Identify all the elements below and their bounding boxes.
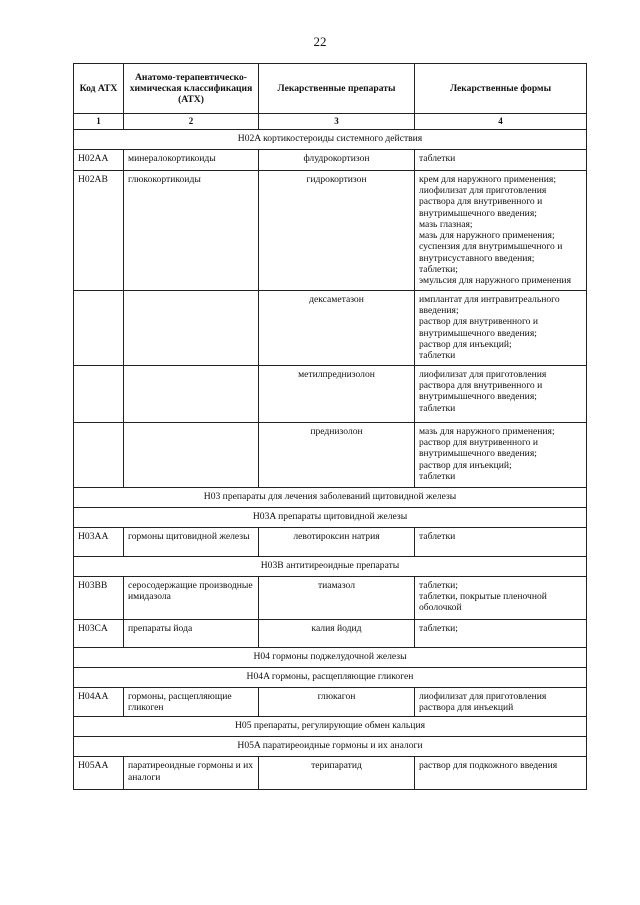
drug-name: гидрокортизон <box>259 170 415 290</box>
table-row <box>74 527 587 556</box>
atx-class: серосодержащие производные имидазола <box>124 576 259 619</box>
group-heading: H04A гормоны, расщепляющие гликоген <box>74 667 587 687</box>
table-row <box>74 170 587 290</box>
group-row <box>74 717 587 737</box>
group-heading: H03 препараты для лечения заболеваний щитовидной железы <box>74 487 587 507</box>
column-number: 1 <box>74 114 124 130</box>
table-row <box>74 290 587 365</box>
atx-code: H03BB <box>74 576 124 619</box>
drug-forms: таблетки; таблетки, покрытые пленочной оболочкой <box>415 576 587 619</box>
drug-name: глюкагон <box>259 687 415 717</box>
group-heading: H05 препараты, регулирующие обмен кальция <box>74 717 587 737</box>
atx-code: H03CA <box>74 619 124 647</box>
atx-code <box>74 365 124 422</box>
header-classification: Анатомо-терапевтическо-химическая классификация (АТХ) <box>124 64 259 114</box>
table-row <box>74 149 587 170</box>
atx-class: гормоны, расщепляющие гликоген <box>124 687 259 717</box>
drug-name: дексаметазон <box>259 290 415 365</box>
table-row <box>74 619 587 647</box>
column-number: 3 <box>259 114 415 130</box>
drug-forms: имплантат для интравитреального введения; раствор для внутривенного и внутримышечного введения; раствор для инъекций; таблетки <box>415 290 587 365</box>
column-number-row <box>74 114 587 130</box>
atx-class: препараты йода <box>124 619 259 647</box>
atx-code: H03AA <box>74 527 124 556</box>
atx-class: гормоны щитовидной железы <box>124 527 259 556</box>
group-heading: H04 гормоны поджелудочной железы <box>74 647 587 667</box>
drug-name: преднизолон <box>259 422 415 487</box>
atx-class <box>124 422 259 487</box>
group-heading: H03A препараты щитовидной железы <box>74 507 587 527</box>
group-row <box>74 667 587 687</box>
group-row <box>74 487 587 507</box>
atx-code: H02AA <box>74 149 124 170</box>
group-heading: H02A кортикостероиды системного действия <box>74 129 587 149</box>
column-number: 2 <box>124 114 259 130</box>
atx-code: H02AB <box>74 170 124 290</box>
drug-forms: таблетки <box>415 149 587 170</box>
atx-class: минералокортикоиды <box>124 149 259 170</box>
drug-forms: лиофилизат для приготовления раствора для внутривенного и внутримышечного введения; таблетки <box>415 365 587 422</box>
atx-table <box>73 63 587 790</box>
table-row <box>74 365 587 422</box>
drug-name: терипаратид <box>259 757 415 790</box>
drug-forms: таблетки; <box>415 619 587 647</box>
atx-code: H04AA <box>74 687 124 717</box>
atx-class <box>124 365 259 422</box>
table-row <box>74 422 587 487</box>
header-drugs: Лекарственные препараты <box>259 64 415 114</box>
atx-class: паратиреоидные гормоны и их аналоги <box>124 757 259 790</box>
drug-name: тиамазол <box>259 576 415 619</box>
atx-code <box>74 290 124 365</box>
group-row <box>74 737 587 757</box>
group-heading: H05A паратиреоидные гормоны и их аналоги <box>74 737 587 757</box>
drug-forms: крем для наружного применения; лиофилизат для приготовления раствора для внутривенного и внутримышечного введения; мазь глазная; мазь для наружного применения; суспензия для внутримышечного и внутрисуставного введения; таблетки; эмульсия для наружного применения <box>415 170 587 290</box>
header-code: Код АТХ <box>74 64 124 114</box>
drug-forms: лиофилизат для приготовления раствора для инъекций <box>415 687 587 717</box>
drug-name: флудрокортизон <box>259 149 415 170</box>
page-number: 22 <box>313 34 327 49</box>
header-forms: Лекарственные формы <box>415 64 587 114</box>
group-row <box>74 556 587 576</box>
drug-forms: мазь для наружного применения; раствор для внутривенного и внутримышечного введения; раствор для инъекций; таблетки <box>415 422 587 487</box>
drug-forms: раствор для подкожного введения <box>415 757 587 790</box>
atx-class <box>124 290 259 365</box>
atx-code <box>74 422 124 487</box>
table-row <box>74 687 587 717</box>
group-heading: H03B антитиреоидные препараты <box>74 556 587 576</box>
header-row <box>74 64 587 114</box>
table-row <box>74 576 587 619</box>
group-row <box>74 129 587 149</box>
drug-name: калия йодид <box>259 619 415 647</box>
drug-name: метилпреднизолон <box>259 365 415 422</box>
table-row <box>74 757 587 790</box>
drug-forms: таблетки <box>415 527 587 556</box>
column-number: 4 <box>415 114 587 130</box>
group-row <box>74 647 587 667</box>
atx-class: глюкокортикоиды <box>124 170 259 290</box>
atx-code: H05AA <box>74 757 124 790</box>
group-row <box>74 507 587 527</box>
drug-name: левотироксин натрия <box>259 527 415 556</box>
